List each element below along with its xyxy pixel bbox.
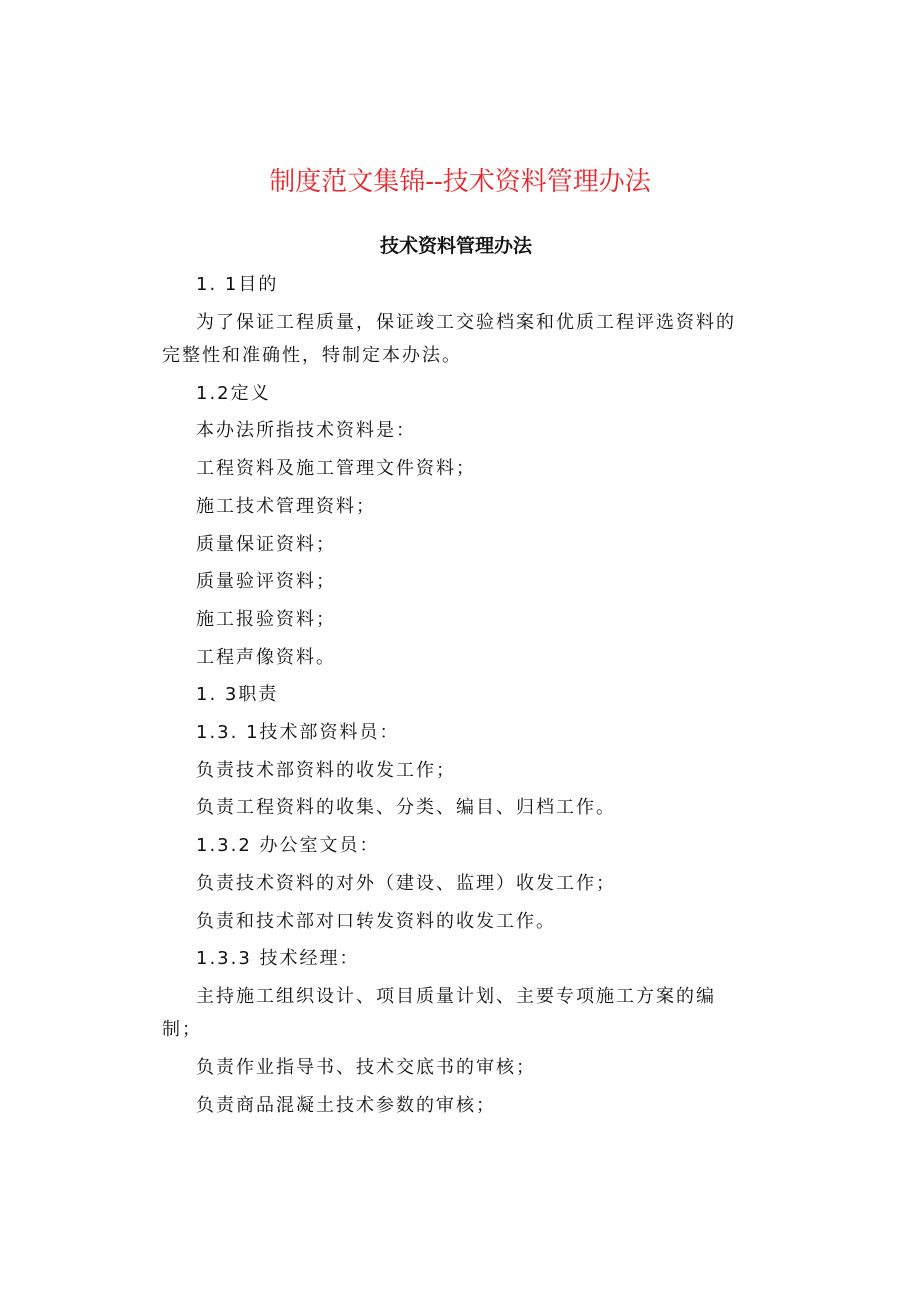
duty-item: 负责工程资料的收集、分类、编目、归档工作。 [196, 797, 616, 819]
duty-item: 负责技术部资料的收发工作； [196, 759, 456, 781]
duty-item: 负责和技术部对口转发资料的收发工作。 [196, 910, 556, 932]
section-1-1-heading: 1. 1目的 [196, 274, 279, 295]
section-1-3-2-heading: 1.3.2 办公室文员： [196, 835, 380, 857]
document-body [162, 228, 742, 1124]
document-title: 制度范文集锦--技术资料管理办法 [269, 167, 651, 197]
section-1-3-heading: 1. 3职责 [196, 684, 279, 706]
section-1-3-1-heading: 1.3. 1技术部资料员： [196, 722, 400, 744]
duty-item: 主持施工组织设计、项目质量计划、主要专项施工方案的编制； [162, 985, 716, 1040]
section-1-3-3-heading: 1.3.3 技术经理： [196, 948, 360, 970]
definition-item: 工程资料及施工管理文件资料； [196, 458, 476, 480]
definition-item: 质量保证资料； [196, 533, 336, 555]
definition-item: 质量验评资料； [196, 571, 336, 593]
definition-intro: 本办法所指技术资料是： [196, 420, 416, 442]
definition-item: 施工报验资料； [196, 608, 336, 630]
duty-item: 负责技术资料的对外（建设、监理）收发工作； [196, 872, 616, 894]
definition-item: 工程声像资料。 [196, 646, 336, 668]
purpose-paragraph: 为了保证工程质量，保证竣工交验档案和优质工程评选资料的完整性和准确性，特制定本办法。 [162, 311, 736, 366]
duty-item: 负责作业指导书、技术交底书的审核； [196, 1056, 536, 1078]
duty-item: 负责商品混凝土技术参数的审核； [196, 1094, 496, 1116]
definition-item: 施工技术管理资料； [196, 495, 376, 517]
section-1-2-heading: 1.2定义 [196, 382, 271, 404]
section-heading: 技术资料管理办法 [379, 235, 532, 257]
